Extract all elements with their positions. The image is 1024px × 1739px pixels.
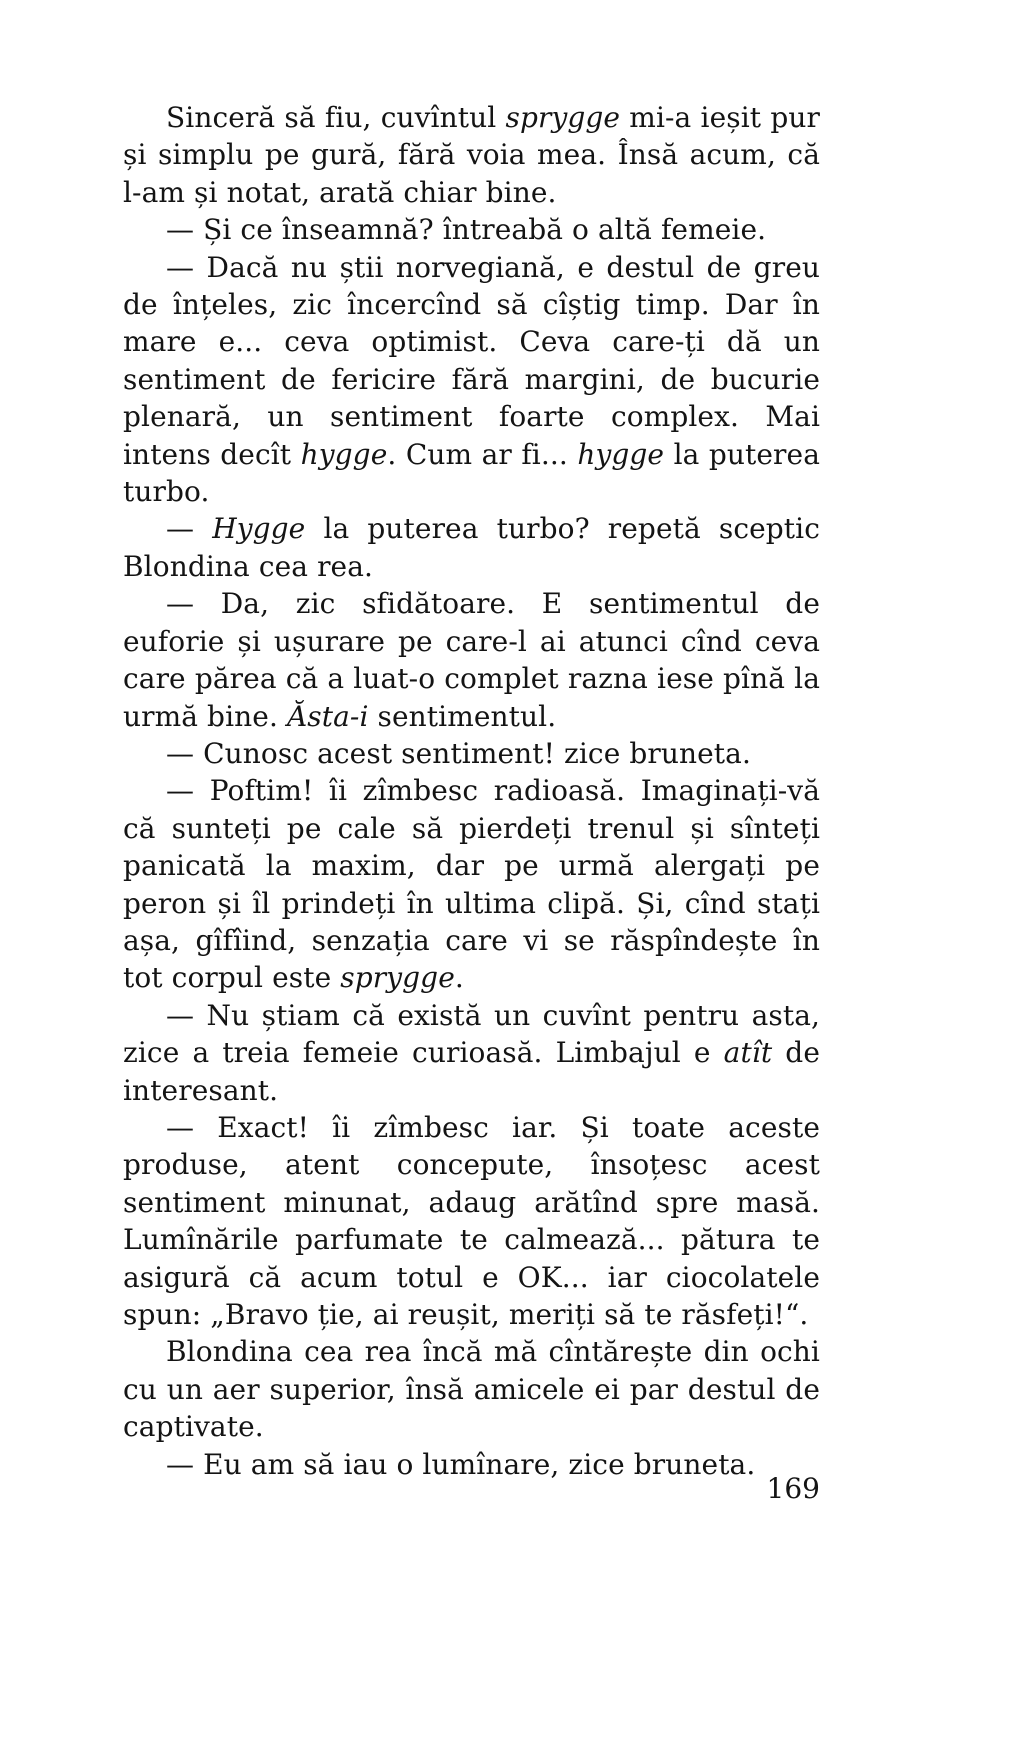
text-segment: la puterea turbo? repetă sceptic Blondina cea rea. bbox=[123, 512, 820, 583]
italic-text: Hygge bbox=[212, 512, 306, 546]
text-segment: — Exact! îi zîmbesc iar. Și toate aceste produse, atent concepute, însoțesc acest sentiment minunat, adaug arătînd spre masă. Lumînările parfumate te calmează... pătura te asigură că acum totul e OK... iar ciocolatele spun: „Bravo ție, ai reușit, meriți să te răsfeți!“. bbox=[123, 1110, 820, 1331]
text-segment: Blondina cea rea încă mă cîntărește din ochi cu un aer superior, însă amicele ei par destul de captivate. bbox=[123, 1335, 820, 1444]
paragraph bbox=[123, 1333, 820, 1445]
paragraph bbox=[123, 1109, 820, 1333]
text-segment: . bbox=[454, 961, 464, 995]
text-segment: — Și ce înseamnă? întreabă o altă femeie. bbox=[166, 213, 767, 247]
paragraph bbox=[123, 211, 820, 248]
paragraph bbox=[123, 735, 820, 772]
paragraph bbox=[123, 997, 820, 1109]
text-segment: — Eu am să iau o lumînare, zice bruneta. bbox=[166, 1447, 756, 1481]
paragraph bbox=[123, 772, 820, 996]
paragraph bbox=[123, 510, 820, 585]
paragraph bbox=[123, 585, 820, 735]
paragraph bbox=[123, 249, 820, 511]
italic-text: hygge bbox=[300, 437, 388, 471]
italic-text: sprygge bbox=[505, 101, 621, 134]
italic-text: atît bbox=[723, 1036, 773, 1070]
text-segment: — Dacă nu știi norvegiană, e destul de greu de înțeles, zic încercînd să cîștig timp. Dar în mare e... ceva optimist. Ceva care-ți dă un sentiment de fericire fără margini, de bucurie plenară, un sentiment foarte complex. Mai intens decît bbox=[123, 250, 820, 471]
italic-text: hygge bbox=[577, 437, 665, 471]
text-segment: sentimentul. bbox=[368, 699, 557, 733]
text-segment: de interesant. bbox=[123, 1036, 821, 1107]
text-segment: — Poftim! îi zîmbesc radioasă. Imaginați-vă că sunteți pe cale să pierdeți trenul și sînteți panicată la maxim, dar pe urmă alergați pe peron și îl prindeți în ultima clipă. Și, cînd stați așa, gîfîind, senzația care vi se răspîndește în tot corpul este bbox=[123, 774, 820, 995]
paragraph bbox=[123, 99, 820, 211]
text-segment: . Cum ar fi... bbox=[387, 437, 578, 471]
page-number: 169 bbox=[766, 1472, 820, 1505]
text-segment: Sinceră să fiu, cuvîntul bbox=[166, 101, 506, 134]
text-segment: — bbox=[166, 512, 213, 546]
text-segment: mi-a ieșit pur și simplu pe gură, fără voia mea. Însă acum, că l-am și notat, arată chiar bine. bbox=[123, 101, 820, 209]
text-segment: — Cunosc acest sentiment! zice bruneta. bbox=[166, 736, 751, 770]
italic-text: sprygge bbox=[340, 961, 455, 995]
text-segment: la puterea turbo. bbox=[123, 437, 820, 509]
italic-text: Ăsta-i bbox=[286, 699, 369, 733]
text-segment: — Nu știam că există un cuvînt pentru asta, zice a treia femeie curioasă. Limbajul e bbox=[123, 998, 820, 1070]
text-block bbox=[123, 99, 820, 1483]
text-segment: — Da, zic sfidătoare. E sentimentul de euforie și ușurare pe care-l ai atunci cînd ceva care părea că a luat-o complet razna iese pînă la urmă bine. bbox=[123, 587, 820, 733]
